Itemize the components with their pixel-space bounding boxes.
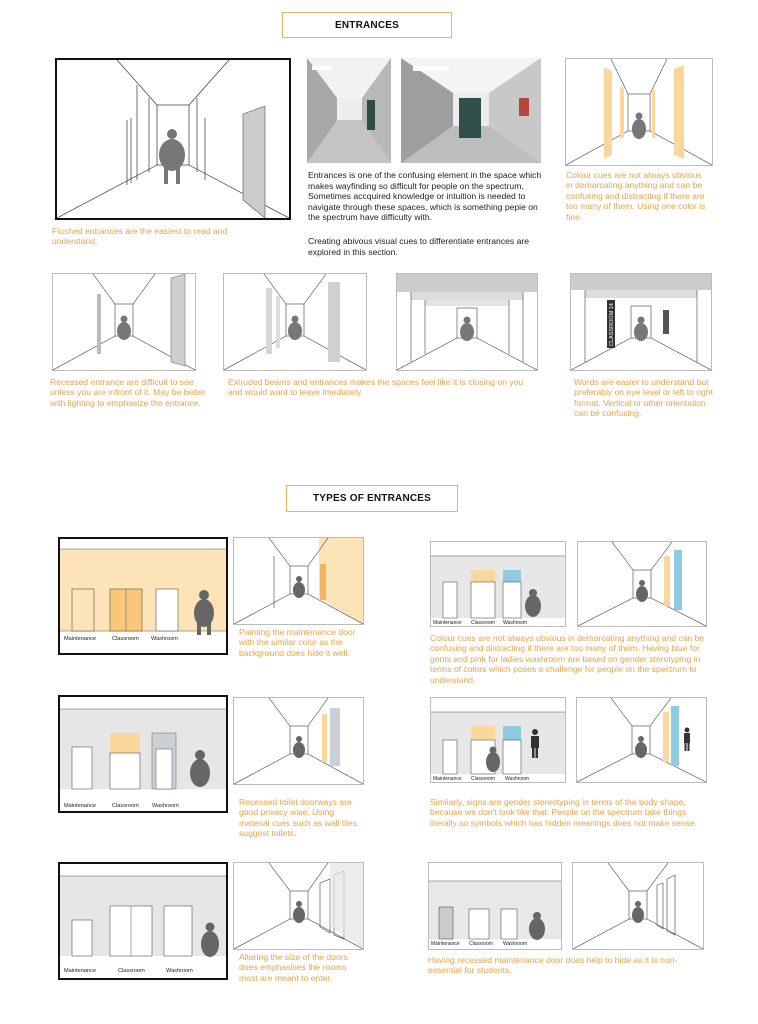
intro-paragraph-2: Creating abivous visual cues to differentiate entrances are explored in this section. xyxy=(308,236,530,257)
label-maintenance-4: Maintenance xyxy=(433,776,462,782)
caption-recessed-toilet: Recessed toilet doorways are good privacy wise. Using material cues such as wall tiles suggest toilets. xyxy=(239,797,357,839)
label-maintenance: Maintenance xyxy=(64,636,97,642)
perspective-altered-size xyxy=(233,862,364,950)
label-washroom-3: Washroom xyxy=(152,803,179,809)
label-classroom-3: Classroom xyxy=(112,803,139,809)
elevation-recessed-toilet xyxy=(58,695,228,813)
photo-hospital-corridor-1 xyxy=(307,58,391,163)
label-maintenance-6: Maintenance xyxy=(431,941,460,947)
caption-signs: Similarly, signs are gender stereotyping in terms of the body shape, because we don't look like that. People on the spectrum take things literally so symbols which has hidden meanings does not make sense. xyxy=(430,797,698,828)
section-title-types: TYPES OF ENTRANCES xyxy=(286,485,458,512)
sketch-flushed-corridor xyxy=(55,58,291,220)
caption-words: Words are easier to understand but preferably on eye level or left to right format. Vertical or other orientation can be confusing. xyxy=(574,377,714,419)
label-washroom-6: Washroom xyxy=(503,941,527,947)
elevation-recessed-maintenance xyxy=(428,862,562,950)
caption-recessed: Recessed entrance are difficult to see unless you are infront of it. May be better with lighting to emphasize the entrance. xyxy=(50,377,206,408)
perspective-recessed-maintenance xyxy=(572,862,704,950)
intro-paragraph: Entrances is one of the confusing element in the space which makes wayfinding so difficult for people on the spectrum. Sometimes accquired knowledge or intuition is needed to navigate through these spaces, which is something pepie on the spectrum have difficulty with. xyxy=(308,170,542,223)
label-maintenance-2: Maintenance xyxy=(433,620,462,626)
caption-extruded: Extruded beams and entrances makes the spaces feel like it is closing on you and would want to leave imediately. xyxy=(228,377,524,398)
label-maintenance-5: Maintenance xyxy=(64,968,97,974)
label-classroom-5: Classroom xyxy=(118,968,145,974)
label-classroom-4: Classroom xyxy=(471,776,495,782)
caption-recessed-maintenance: Having recessed maintenance door does help to hide as it is non-essential for students. xyxy=(428,955,678,976)
label-classroom: Classroom xyxy=(112,636,139,642)
perspective-gender-signs xyxy=(576,697,707,783)
label-washroom-4: Washroom xyxy=(505,776,529,782)
sketch-extruded-2 xyxy=(396,273,538,371)
vertical-sign-text: CLASSROOM 14 xyxy=(609,303,615,346)
caption-flushed: Flushed entrances are the easiest to read and understand. xyxy=(52,226,228,247)
label-washroom: Washroom xyxy=(151,636,178,642)
perspective-colour-cues xyxy=(577,541,707,627)
elevation-painted-maintenance xyxy=(58,537,228,655)
sketch-recessed-entrance xyxy=(52,273,196,371)
photo-hospital-corridor-2 xyxy=(401,58,541,163)
perspective-recessed-toilet xyxy=(233,697,364,785)
sketch-signage-words xyxy=(570,273,712,371)
caption-colour-cues-long: Colour cues are not always obvious in demarcating anything and can be confusing and distracting if there are too many of them. Having blue for gents and pink for ladies washroom are based on gender sterotyping in terms of colors which poses a challenge for people on the spectrum to understand. xyxy=(430,633,705,685)
caption-altering: Altering the size of the doors does emphasises the rooms most are meant to enter. xyxy=(239,952,348,983)
perspective-painted-maintenance xyxy=(233,537,364,625)
label-washroom-2: Washroom xyxy=(503,620,527,626)
section-title-entrances: ENTRANCES xyxy=(282,12,452,38)
label-classroom-6: Classroom xyxy=(469,941,493,947)
label-maintenance-3: Maintenance xyxy=(64,803,97,809)
label-washroom-5: Washroom xyxy=(166,968,193,974)
elevation-altered-size xyxy=(58,862,228,980)
elevation-gender-signs xyxy=(430,697,566,783)
elevation-colour-cues xyxy=(430,541,566,627)
caption-painting: Painting the maintenance door with the similar color as the background does hide it well. xyxy=(239,627,356,658)
caption-colour-cues: Colour cues are not always obvious in demarcating anything and can be confusing and distracting if there are too many of them. Using one color is fine. xyxy=(566,170,706,222)
sketch-colour-cues xyxy=(565,58,713,166)
label-classroom-2: Classroom xyxy=(471,620,495,626)
sketch-extruded-1 xyxy=(223,273,367,371)
